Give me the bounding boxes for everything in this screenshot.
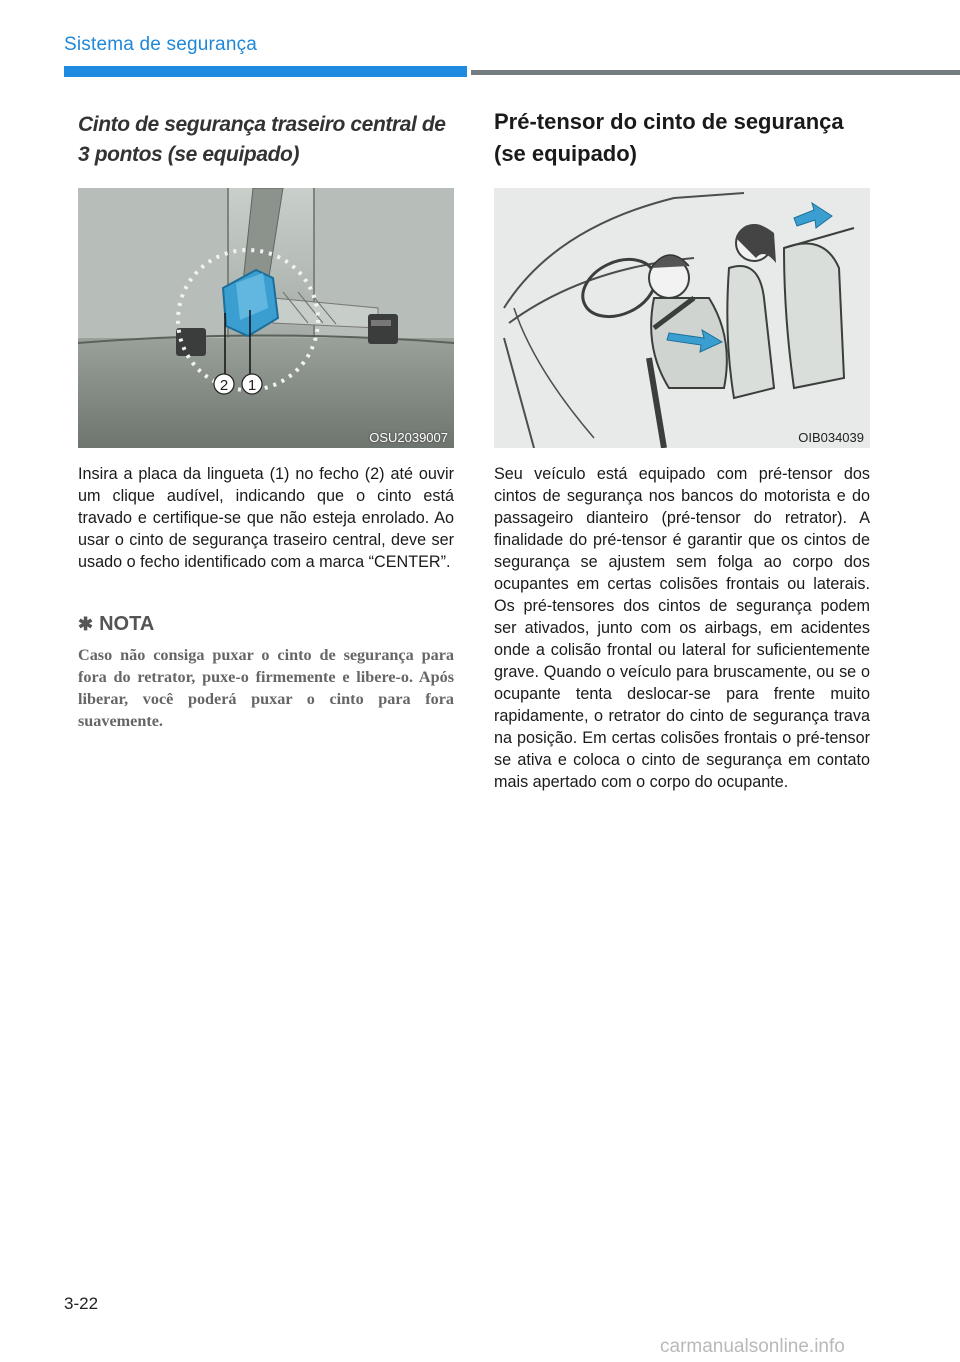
callout-1 [242, 374, 262, 394]
watermark: carmanualsonline.info [660, 1336, 845, 1357]
right-section-title: Pré-tensor do cinto de segurança (se equipado) [494, 109, 844, 166]
note-star-icon: ✱ [78, 614, 94, 634]
left-column [78, 110, 454, 170]
callout-2 [214, 374, 234, 394]
pretensioner-figure [494, 188, 870, 448]
svg-text:1: 1 [247, 377, 257, 394]
section-header: Sistema de segurança [64, 34, 258, 55]
note-text: Caso não consiga puxar o cinto de segurança para fora do retrator, puxe-o firmemente e libere-o. Após liberar, você poderá puxar o cinto para fora suavemente. [78, 646, 454, 730]
page-number: 3-22 [64, 1294, 99, 1313]
pretensioner-illustration [494, 188, 870, 448]
right-paragraph: Seu veículo está equipado com pré-tensor dos cintos de segurança nos bancos do motorista e do passageiro dianteiro (pré-tensor do retrator). A finalidade do pré-tensor é garantir que os cintos de segurança se ajustem sem folga ao corpo dos ocupantes em certas colisões frontais ou laterais. Os pré-tensores dos cintos de segurança podem ser ativados, junto com os airbags, em acidentes onde a colisão frontal ou lateral for suficientemente grave. Quando o veículo para bruscamente, ou se o ocupante tenta deslocar-se para frente muito rapidamente, o retrator do cinto de segurança trava na posição. Em certas colisões frontais o pré-tensor se ativa e coloca o cinto de segurança em contato mais apertado com o corpo do ocupante. [494, 465, 870, 791]
figure-code: OIB034039 [798, 430, 864, 445]
rear-center-belt-illustration [78, 188, 454, 448]
left-paragraph: Insira a placa da lingueta (1) no fecho (2) até ouvir um clique audível, indicando que o cinto está travado e certifique-se que não esteja enrolado. Ao usar o cinto de segurança traseiro central, deve ser usado o fecho identificado com a marca “CENTER”. [78, 465, 454, 571]
header-rule [471, 70, 960, 75]
left-section-title: Cinto de segurança traseiro central de 3 pontos (se equipado) [78, 113, 446, 166]
figure-code: OSU2039007 [369, 430, 448, 445]
header-accent-bar [64, 66, 467, 77]
svg-text:2: 2 [219, 377, 229, 394]
right-column [494, 110, 870, 174]
rear-center-belt-figure [78, 188, 454, 448]
note-heading [78, 613, 154, 636]
note-heading-label: NOTA [99, 613, 155, 635]
